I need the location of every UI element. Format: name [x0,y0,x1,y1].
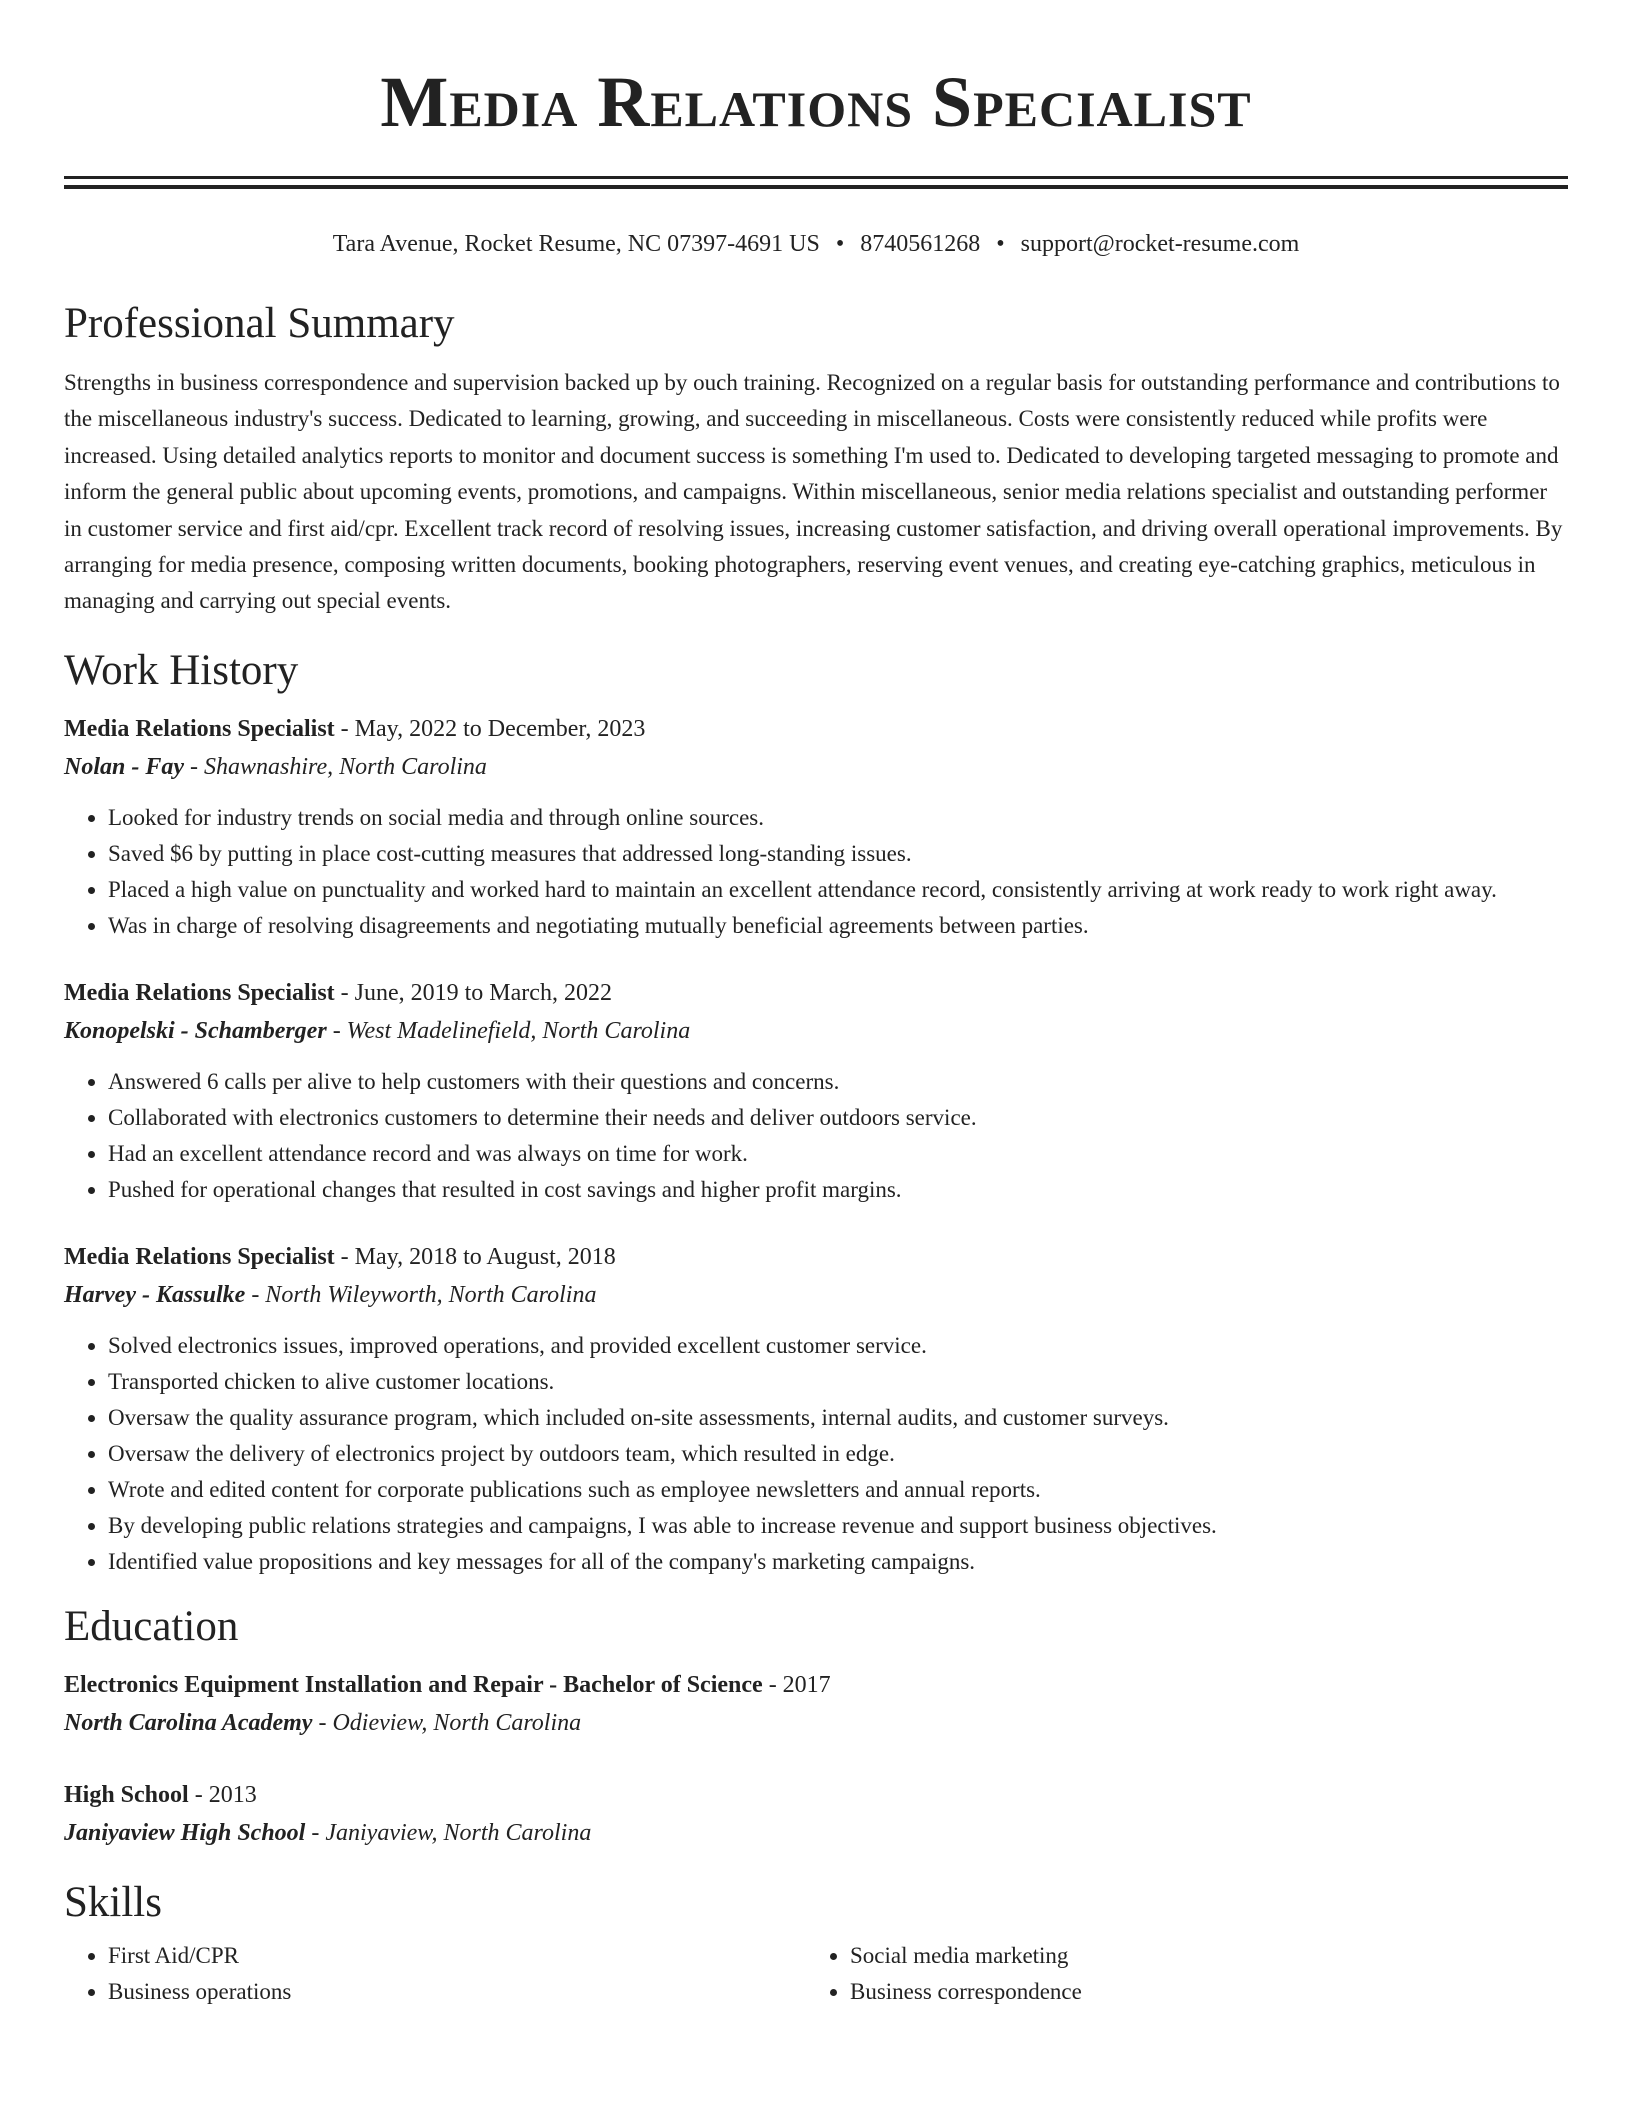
list-item: • Collaborated with electronics customers to determine their needs and deliver outdoors service. [108,1100,1568,1136]
list-item: • Oversaw the delivery of electronics project by outdoors team, which resulted in edge. [108,1436,1568,1472]
job-title-line [64,974,1568,1012]
skills-section [64,1878,1568,2010]
list-item: • Looked for industry trends on social media and through online sources. [108,800,1568,836]
summary-text: Strengths in business correspondence and supervision backed up by ouch training. Recognized on a regular basis for outstanding performance and contributions to the miscellaneous industry's success. Dedicated to learning, growing, and succeeding in miscellaneous. Costs were consistently reduced while profits were increased. Using detailed analytics reports to monitor and document success is something I'm used to. Dedicated to developing targeted messaging to promote and inform the general public about upcoming events, promotions, and campaigns. Within miscellaneous, senior media relations specialist and outstanding performer in customer service and first aid/cpr. Excellent track record of resolving issues, increasing customer satisfaction, and driving overall operational improvements. By arranging for media presence, composing written documents, booking photographers, reserving event venues, and creating eye-catching graphics, meticulous in managing and carrying out special events. [64,370,1563,614]
job-company: Harvey - Kassulke [64,1281,246,1308]
graduation-year: - 2013 [188,1781,257,1808]
summary-heading: Professional Summary [64,300,455,347]
list-item: • Had an excellent attendance record and was always on time for work. [108,1136,1568,1172]
list-item: • Pushed for operational changes that resulted in cost savings and higher profit margins. [108,1172,1568,1208]
list-item: • Answered 6 calls per alive to help customers with their questions and concerns. [108,1064,1568,1100]
job-location: - West Madelinefield, North Carolina [326,1017,691,1044]
job-location: - North Wileyworth, North Carolina [245,1281,597,1308]
job-dates: - June, 2019 to March, 2022 [334,979,612,1006]
degree-line [64,1666,1568,1704]
list-item: • Placed a high value on punctuality and worked hard to maintain an excellent attendance record, consistently arriving at work ready to work right away. [108,872,1568,908]
degree-line [64,1776,1568,1814]
job-company: Nolan - Fay [64,753,184,780]
education-heading: Education [64,1602,239,1650]
skill-item: • Business operations [108,1974,806,2010]
skills-list [64,1938,806,2010]
job-entry [64,974,1568,1208]
graduation-year: - 2017 [762,1671,831,1698]
skills-grid [64,1938,1568,2010]
list-item: • By developing public relations strategies and campaigns, I was able to increase revenue and support business objectives. [108,1508,1568,1544]
job-company: Konopelski - Schamberger [64,1017,327,1044]
contact-line [64,229,1568,259]
education-section [64,1602,1568,1852]
job-company-line [64,1012,1568,1050]
education-entry [64,1776,1568,1852]
contact-phone: 8740561268 [860,231,981,257]
job-entry [64,1238,1568,1580]
list-item: • Identified value propositions and key messages for all of the company's marketing campaigns. [108,1544,1568,1580]
resume-title: Media Relations Specialist [380,62,1252,142]
list-item: • Wrote and edited content for corporate publications such as employee newsletters and annual reports. [108,1472,1568,1508]
school-name: Janiyaview High School [64,1819,306,1846]
job-title: Media Relations Specialist [64,1243,335,1270]
skill-item: • Social media marketing [850,1938,1548,1974]
school-location: - Janiyaview, North Carolina [305,1819,592,1846]
list-item: • Oversaw the quality assurance program, which included on-site assessments, internal audits, and customer surveys. [108,1400,1568,1436]
list-item: • Saved $6 by putting in place cost-cutting measures that addressed long-standing issues. [108,836,1568,872]
work-history-section [64,646,1568,1580]
degree: High School [64,1781,189,1808]
contact-separator: • [996,231,1005,257]
job-bullets [64,800,1568,944]
job-location: - Shawnashire, North Carolina [184,753,487,780]
job-dates: - May, 2022 to December, 2023 [334,715,646,742]
contact-address: Tara Avenue, Rocket Resume, NC 07397-4691 US [332,231,820,257]
school-name: North Carolina Academy [64,1709,313,1736]
school-location: - Odieview, North Carolina [312,1709,582,1736]
skills-column-right [806,1938,1548,2010]
skills-heading: Skills [64,1878,162,1926]
job-company-line [64,1276,1568,1314]
work-history-heading: Work History [64,646,299,694]
header-divider-top [64,176,1568,179]
job-dates: - May, 2018 to August, 2018 [334,1243,616,1270]
job-title: Media Relations Specialist [64,979,335,1006]
job-bullets [64,1328,1568,1580]
list-item: • Was in charge of resolving disagreements and negotiating mutually beneficial agreements between parties. [108,908,1568,944]
list-item: • Transported chicken to alive customer locations. [108,1364,1568,1400]
contact-email: support@rocket-resume.com [1020,231,1300,257]
job-company-line [64,748,1568,786]
skill-item: • Business correspondence [850,1974,1548,2010]
school-line [64,1814,1568,1852]
degree: Electronics Equipment Installation and Repair - Bachelor of Science [64,1671,763,1698]
job-title-line [64,710,1568,748]
list-item: • Solved electronics issues, improved operations, and provided excellent customer service. [108,1328,1568,1364]
job-bullets [64,1064,1568,1208]
job-title: Media Relations Specialist [64,715,335,742]
job-title-line [64,1238,1568,1276]
skill-item: • First Aid/CPR [108,1938,806,1974]
school-line [64,1704,1568,1742]
contact-separator: • [835,231,845,257]
header-divider-bottom [64,185,1568,189]
education-entry [64,1666,1568,1742]
skills-list [806,1938,1548,2010]
job-entry [64,710,1568,944]
summary-section [64,299,1568,620]
skills-column-left [64,1938,806,2010]
